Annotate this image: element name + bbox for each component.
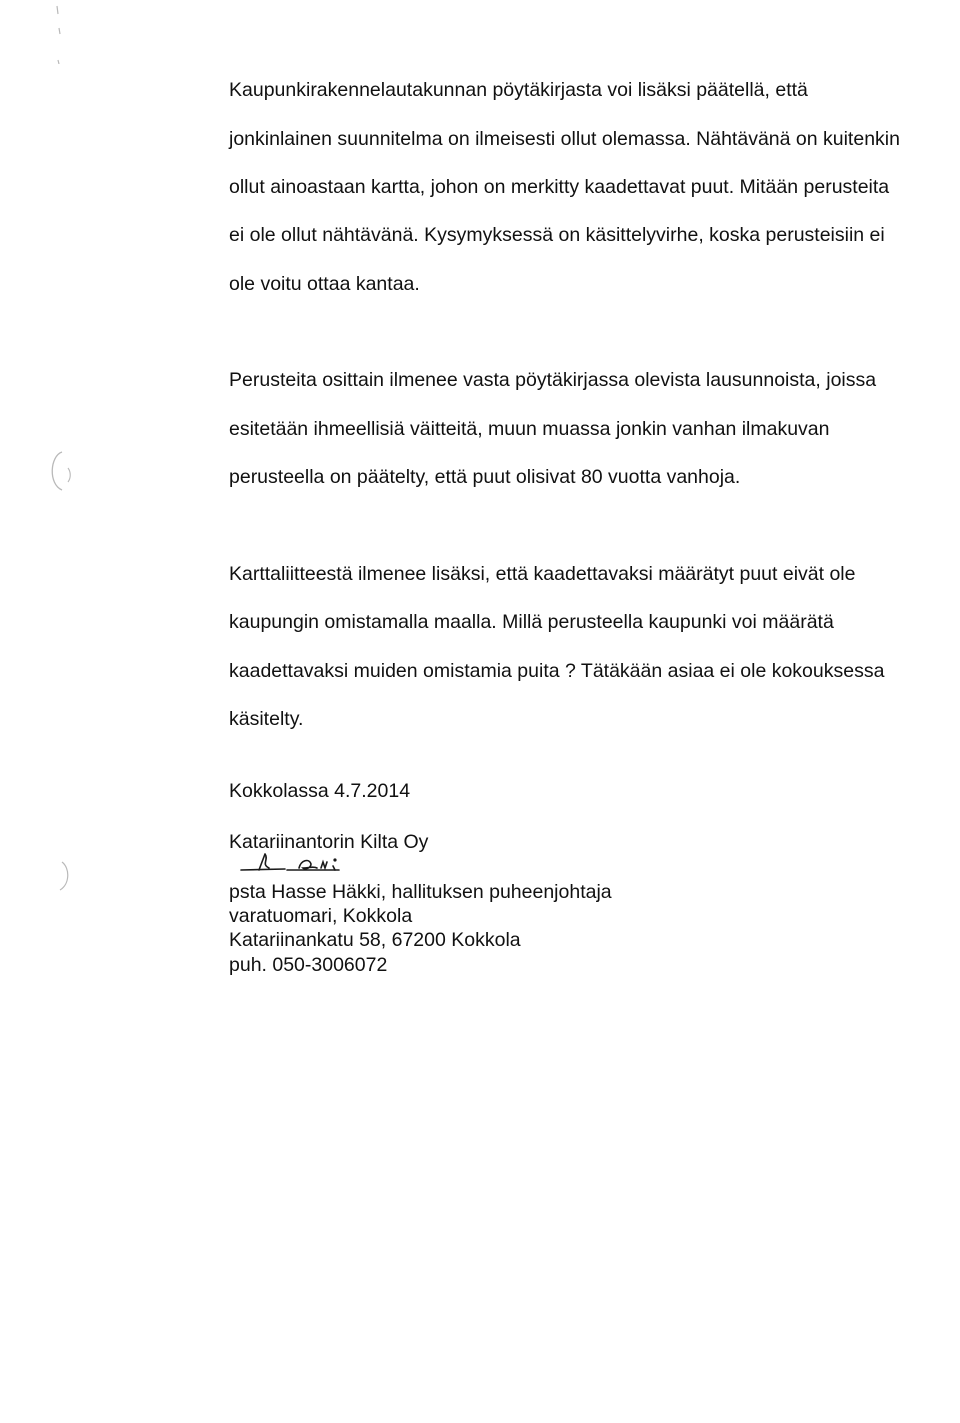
scan-mark-top — [52, 4, 64, 64]
signature — [229, 854, 929, 880]
organization-name: Katariinantorin Kilta Oy — [229, 830, 429, 853]
signatory-block — [229, 880, 929, 977]
text-line: kaupungin omistamalla maalla. Millä perusteella kaupunki voi määrätä — [229, 611, 834, 634]
place-date: Kokkolassa 4.7.2014 — [229, 780, 411, 803]
postal-address: Katariinankatu 58, 67200 Kokkola — [229, 929, 521, 952]
text-line: käsitelty. — [229, 708, 304, 731]
text-line: ollut ainoastaan kartta, johon on merkitty kaadettavat puut. Mitään perusteita — [229, 176, 890, 199]
punch-hole-mark — [40, 448, 76, 494]
signatory-title: varatuomari, Kokkola — [229, 905, 413, 928]
text-line: jonkinlainen suunnitelma on ilmeisesti ollut olemassa. Nähtävänä on kuitenkin — [229, 127, 900, 150]
text-line: esitetään ihmeellisiä väitteitä, muun muassa jonkin vanhan ilmakuvan — [229, 417, 830, 440]
paragraph-2 — [229, 344, 929, 513]
text-line: perusteella on päätelty, että puut olisivat 80 vuotta vanhoja. — [229, 466, 741, 489]
text-line: ei ole ollut nähtävänä. Kysymyksessä on käsittelyvirhe, koska perusteisiin ei — [229, 224, 885, 247]
text-line: kaadettavaksi muiden omistamia puita ? Tätäkään asiaa ei ole kokouksessa — [229, 659, 885, 682]
paragraph-1 — [229, 54, 929, 320]
text-line: ole voitu ottaa kantaa. — [229, 272, 420, 295]
letter-body — [229, 54, 929, 977]
punch-hole-mark-lower — [52, 858, 76, 894]
text-line: Perusteita osittain ilmenee vasta pöytäkirjassa olevista lausunnoista, joissa — [229, 369, 877, 392]
signature-image — [239, 848, 379, 878]
signatory-name: psta Hasse Häkki, hallituksen puheenjohtaja — [229, 880, 612, 903]
text-line: Kaupunkirakennelautakunnan pöytäkirjasta voi lisäksi päätellä, että — [229, 79, 808, 102]
phone-number: puh. 050-3006072 — [229, 953, 388, 976]
paragraph-3 — [229, 538, 929, 756]
text-line: Karttaliitteestä ilmenee lisäksi, että kaadettavaksi määrätyt puut eivät ole — [229, 562, 856, 585]
